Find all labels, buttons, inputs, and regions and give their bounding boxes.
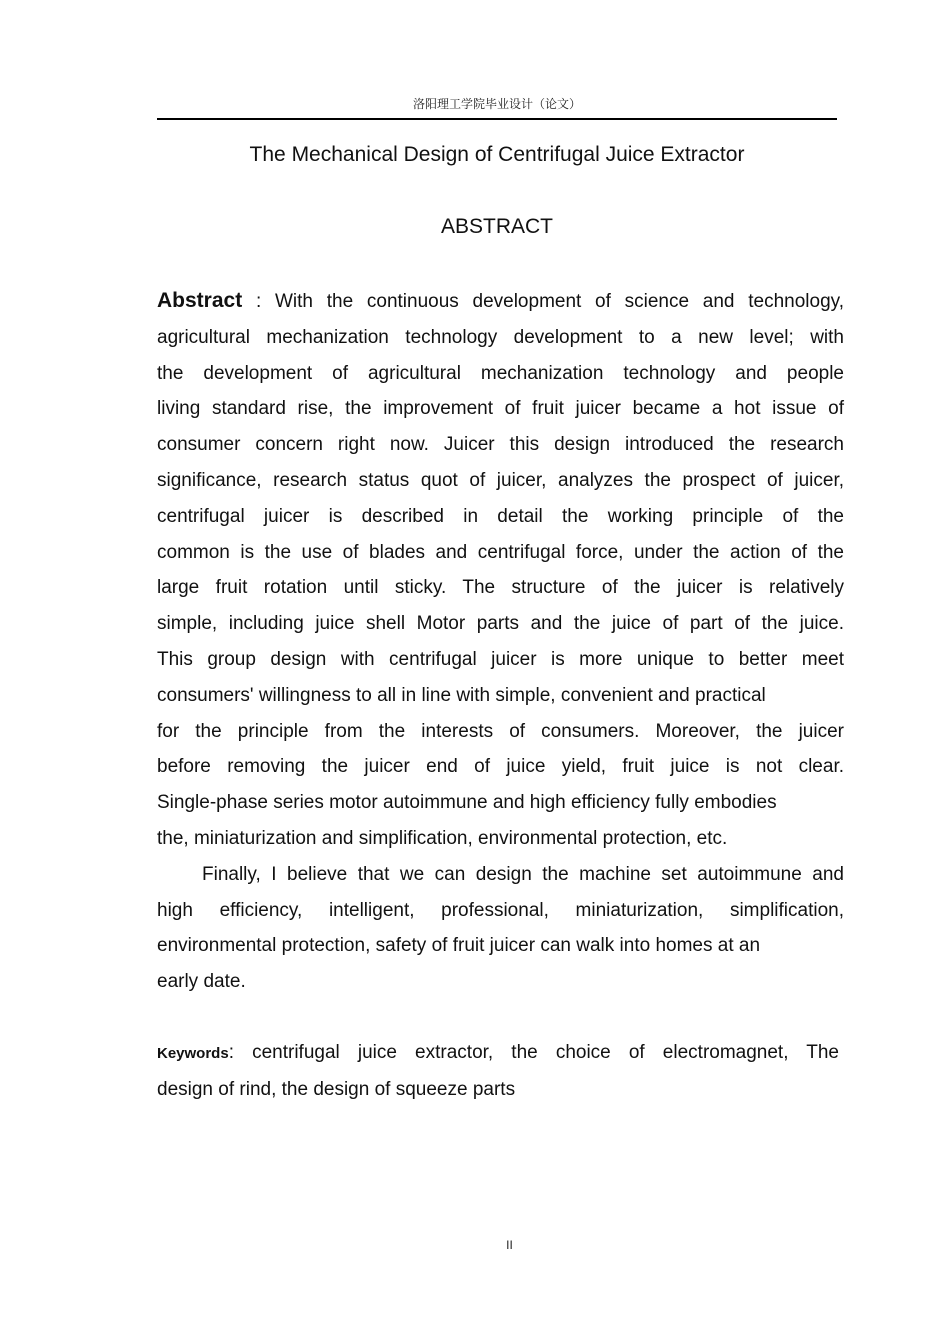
abstract-line: the, miniaturization and simplification, environmental protection, etc. — [157, 827, 728, 849]
abstract-colon: : — [255, 291, 262, 312]
abstract-line: the development of agricultural mechanization technology and people — [157, 362, 844, 384]
abstract-line: significance, research status quot of juicer, analyzes the prospect of juicer, — [157, 469, 844, 491]
abstract-line: simple, including juice shell Motor parts and the juice of part of the juice. — [157, 613, 844, 635]
abstract-line: large fruit rotation until sticky. The structure of the juicer is relatively — [157, 577, 844, 599]
keywords-line-text: centrifugal juice extractor, the choice of electromagnet, The — [252, 1042, 839, 1063]
abstract-label: Abstract — [157, 289, 243, 312]
abstract-line: centrifugal juicer is described in detail the working principle of the — [157, 505, 844, 527]
abstract-line: consumers' willingness to all in line with simple, convenient and practical — [157, 684, 766, 706]
abstract-line: This group design with centrifugal juicer is more unique to better meet — [157, 648, 844, 670]
page-title: The Mechanical Design of Centrifugal Juice Extractor — [249, 143, 745, 166]
abstract-line: Single-phase series motor autoimmune and high efficiency fully embodies — [157, 792, 777, 814]
abstract-line: agricultural mechanization technology development to a new level; with — [157, 326, 844, 348]
abstract-line: consumer concern right now. Juicer this design introduced the research — [157, 434, 844, 456]
keywords-block — [157, 1035, 839, 1108]
abstract-line: high efficiency, intelligent, professional, miniaturization, simplification, — [157, 899, 844, 921]
keywords-line: design of rind, the design of squeeze parts — [157, 1079, 516, 1100]
abstract-body — [157, 283, 844, 1000]
abstract-heading: ABSTRACT — [440, 215, 553, 238]
keywords-line — [157, 1035, 839, 1072]
page-number: II — [506, 1238, 513, 1252]
keywords-label: Keywords — [157, 1045, 229, 1062]
abstract-line — [157, 283, 844, 320]
abstract-line: before removing the juicer end of juice yield, fruit juice is not clear. — [157, 756, 844, 778]
abstract-line: Finally, I believe that we can design the machine set autoimmune and — [202, 863, 844, 885]
abstract-line: environmental protection, safety of fruit juicer can walk into homes at an — [157, 935, 761, 957]
abstract-line: common is the use of blades and centrifugal force, under the action of the — [157, 541, 844, 563]
abstract-line-text: With the continuous development of science and technology, — [274, 291, 845, 312]
running-header: 洛阳理工学院毕业设计（论文） — [412, 97, 581, 111]
abstract-line: early date. — [157, 971, 246, 993]
header-rule — [157, 118, 837, 120]
keywords-colon: : — [228, 1042, 234, 1063]
abstract-line: living standard rise, the improvement of fruit juicer became a hot issue of — [157, 398, 844, 420]
abstract-line: for the principle from the interests of consumers. Moreover, the juicer — [157, 720, 844, 742]
